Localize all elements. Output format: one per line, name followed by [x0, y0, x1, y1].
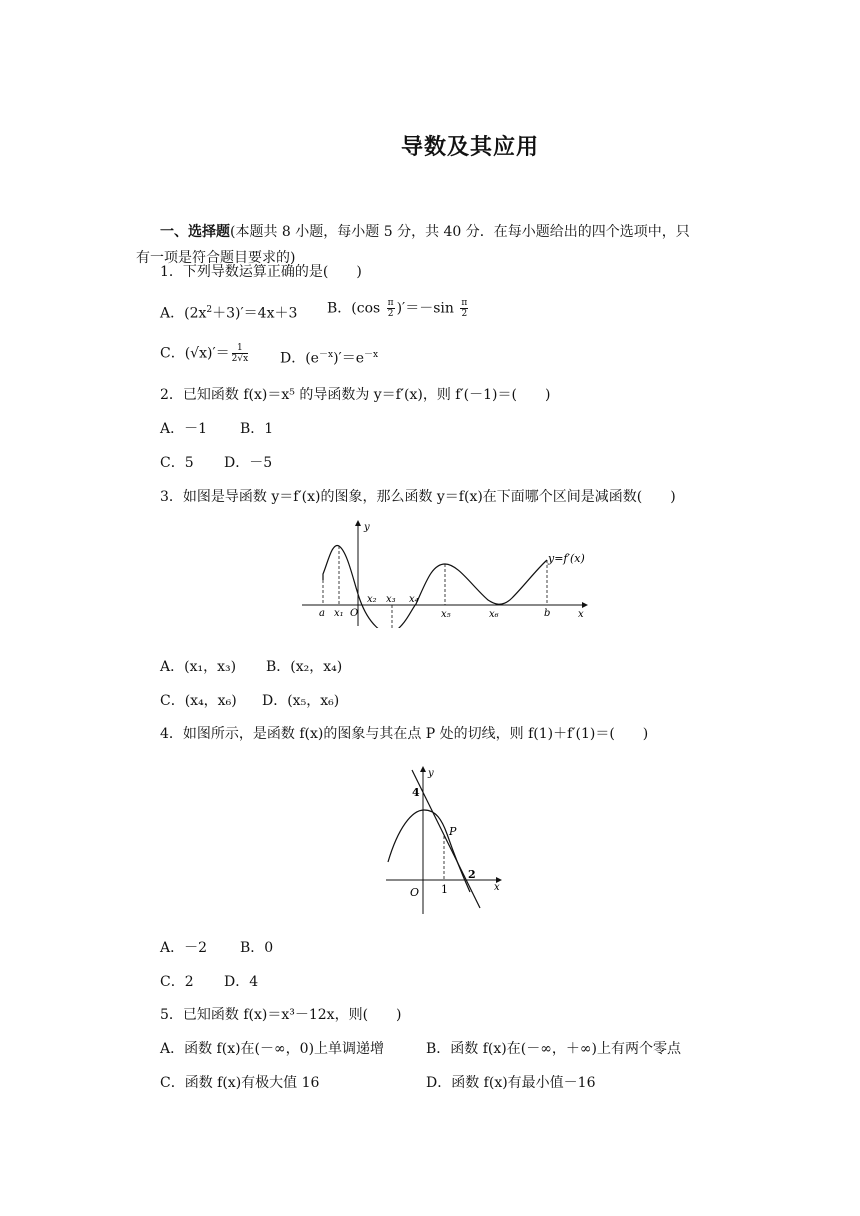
q3-label-x1: x₁ — [334, 608, 344, 619]
q3-label-x4: x₄ — [409, 594, 419, 605]
q1-option-a — [160, 300, 297, 324]
q4-y-arrow-icon — [420, 766, 426, 772]
section-intro — [160, 222, 690, 242]
q5-option-a: A．函数 f(x)在(－∞，0)上单调递增 — [160, 1041, 385, 1057]
q2-option-a: A．－1 — [160, 421, 208, 437]
q1-d-prefix: D．(e — [280, 350, 319, 367]
q1-d-sup2: －x — [364, 350, 379, 360]
q4-tangent-graph — [382, 762, 506, 916]
q3-option-d: D．(x₅，x₆) — [262, 693, 340, 709]
q4-label-p: P — [449, 825, 457, 838]
section-desc-line2: 有一项是符合题目要求的) — [136, 250, 296, 266]
section-heading: 一、选择题 — [160, 224, 230, 240]
q3-derivative-graph — [298, 518, 590, 628]
q4-label-4: 4 — [412, 786, 420, 799]
q1-stem: 1．下列导数运算正确的是( ) — [160, 264, 362, 280]
q2-option-c: C．5 — [160, 455, 194, 471]
q1-a-prefix: A．(2x — [160, 305, 207, 322]
q3-label-x3: x₃ — [386, 594, 396, 605]
q4-option-a: A．－2 — [160, 940, 208, 956]
q4-x-label: x — [494, 882, 500, 893]
q3-option-c: C．(x₄，x₆) — [160, 693, 237, 709]
q3-y-arrow-icon — [355, 520, 361, 526]
q5-option-c: C．函数 f(x)有极大值 16 — [160, 1075, 320, 1091]
q1-b-frac1-den: 2 — [387, 309, 394, 319]
q4-y-label: y — [428, 768, 434, 779]
q3-x-label: x — [578, 609, 584, 620]
q3-label-x2: x₂ — [367, 594, 377, 605]
q1-c-num: 1 — [232, 343, 249, 354]
q3-option-a: A．(x₁，x₃) — [160, 659, 237, 675]
q1-b-mid: )′＝－sin — [396, 300, 459, 317]
q1-b-prefix: B．(cos — [327, 300, 385, 317]
section-desc-line1: (本题共 8 小题，每小题 5 分，共 40 分．在每小题给出的四个选项中，只 — [230, 224, 690, 240]
q1-option-c — [160, 343, 250, 364]
q3-x-arrow-icon — [582, 602, 588, 608]
q4-label-2: 2 — [468, 868, 476, 881]
q1-d-mid: )′＝e — [333, 350, 364, 367]
q1-b-frac2-den: 2 — [461, 309, 468, 319]
q2-stem: 2．已知函数 f(x)＝x⁵ 的导函数为 y＝f′(x)，则 f′(－1)＝( ) — [160, 387, 551, 403]
q1-option-d — [280, 345, 378, 369]
q3-option-b: B．(x₂，x₄) — [266, 659, 343, 675]
q5-option-d: D．函数 f(x)有最小值－16 — [426, 1075, 596, 1091]
q1-a-sup: 2 — [206, 305, 213, 315]
q1-option-b — [327, 298, 470, 319]
q1-b-frac1 — [387, 298, 395, 319]
q1-a-rest: ＋3)′＝4x＋3 — [212, 305, 298, 322]
q4-option-d: D．4 — [224, 974, 259, 990]
q1-d-sup1: －x — [318, 350, 334, 360]
q1-c-den: 2√x — [231, 354, 249, 364]
q5-option-b: B．函数 f(x)在(－∞，＋∞)上有两个零点 — [426, 1041, 681, 1057]
q4-label-1: 1 — [441, 883, 448, 896]
q1-b-frac1-num: π — [387, 298, 394, 308]
q3-label-a: a — [319, 608, 325, 619]
q4-option-c: C．2 — [160, 974, 194, 990]
q3-label-x5: x₅ — [441, 609, 451, 620]
q1-b-frac2-num: π — [461, 298, 468, 308]
q4-stem: 4．如图所示，是函数 f(x)的图象与其在点 P 处的切线，则 f(1)＋f′(1)＝( ) — [160, 726, 649, 742]
q3-label-b: b — [544, 608, 551, 619]
q3-stem: 3．如图是导函数 y＝f′(x)的图象，那么函数 y＝f(x)在下面哪个区间是减函数( ) — [160, 489, 676, 505]
q1-c-frac — [232, 343, 249, 364]
q1-c-prefix: C．(√x)′＝ — [160, 345, 230, 362]
q3-curve-label: y=f′(x) — [548, 552, 585, 565]
q3-origin-label: O — [350, 608, 359, 619]
q5-stem: 5．已知函数 f(x)＝x³－12x，则( ) — [160, 1007, 402, 1023]
page-title: 导数及其应用 — [400, 135, 539, 160]
q2-option-b: B．1 — [240, 421, 274, 437]
q4-origin-label: O — [410, 886, 420, 899]
q4-option-b: B．0 — [240, 940, 274, 956]
q1-b-frac2 — [460, 298, 468, 319]
q3-label-x6: x₆ — [489, 609, 499, 620]
q2-option-d: D．－5 — [224, 455, 273, 471]
q3-y-label: y — [364, 522, 370, 533]
